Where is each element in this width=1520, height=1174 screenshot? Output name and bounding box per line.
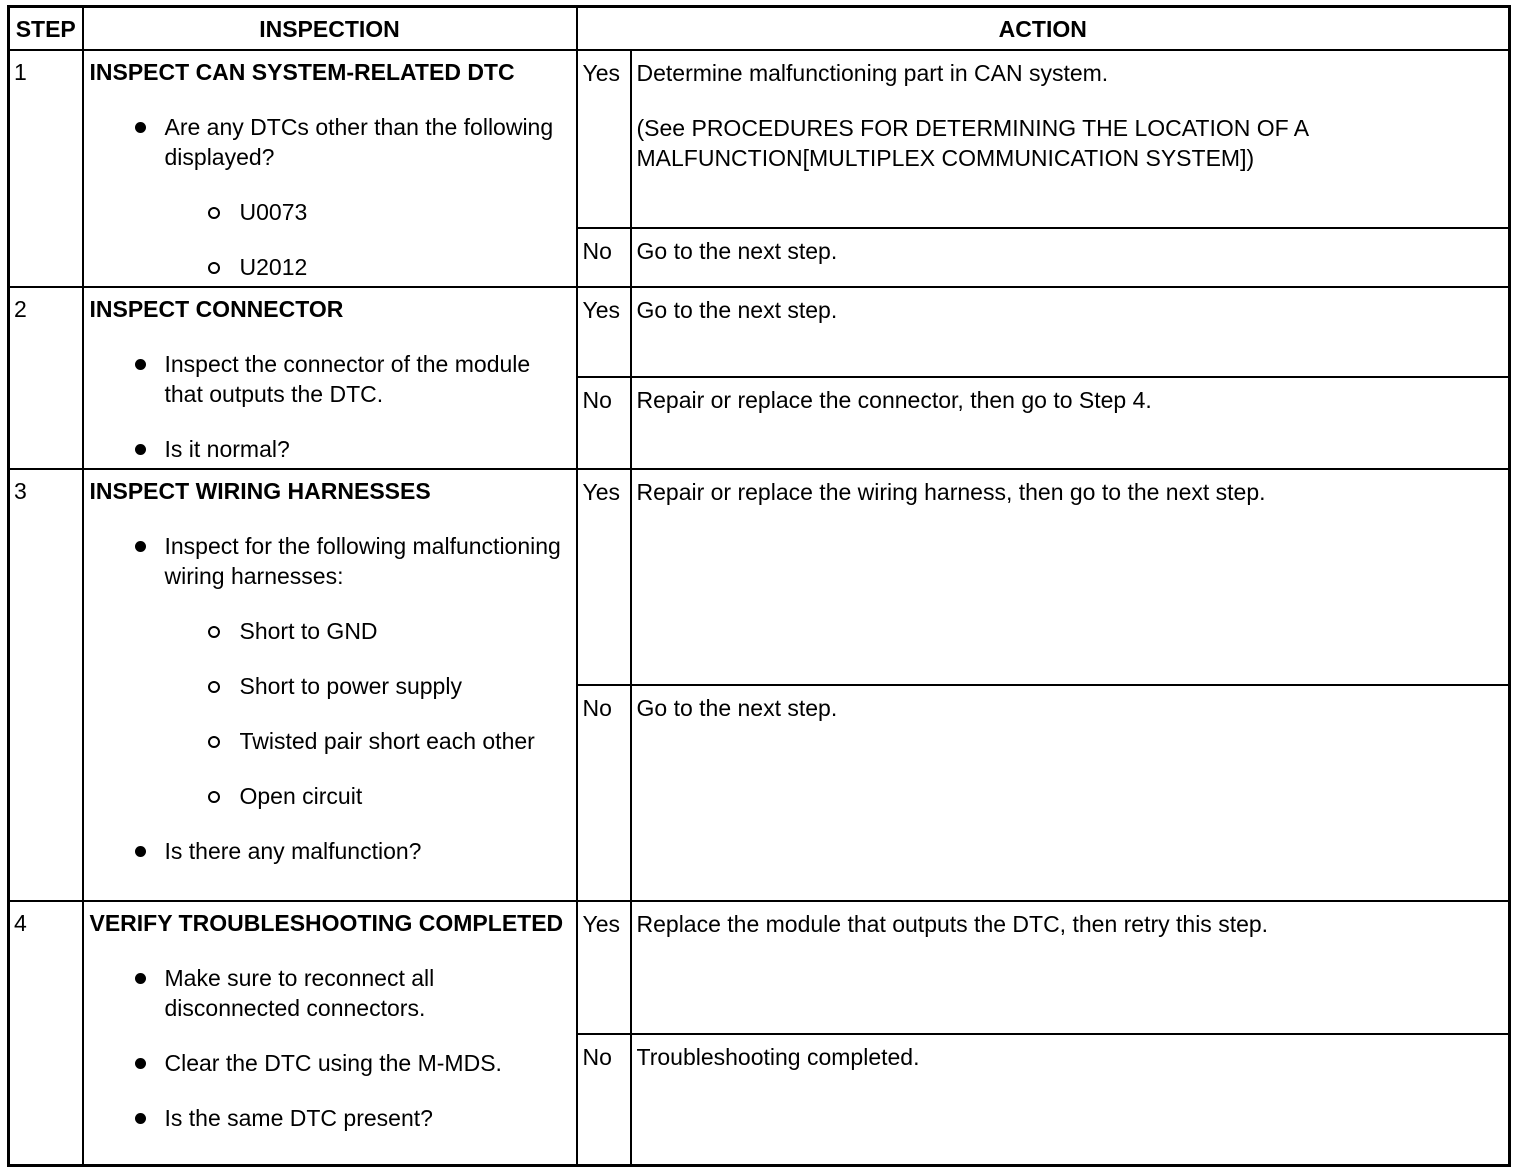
- inspection-title: VERIFY TROUBLESHOOTING COMPLETED: [89, 910, 564, 936]
- bullet-text: Is it normal?: [164, 436, 290, 462]
- no-action: Go to the next step.: [631, 228, 1510, 287]
- bullet-text: Make sure to reconnect all disconnected connectors.: [164, 965, 435, 1021]
- bullet-text: Inspect for the following malfunctioning wiring harnesses:: [164, 533, 561, 589]
- sub-item: [90, 781, 570, 811]
- yes-label: Yes: [577, 50, 631, 228]
- circle-bullet-icon: [208, 207, 220, 219]
- circle-bullet-icon: [208, 681, 220, 693]
- step-4-yes-row: [9, 901, 1510, 1034]
- sub-item: [90, 726, 570, 756]
- no-label: No: [577, 685, 631, 901]
- bullet-item: [90, 963, 570, 1023]
- sub-text: U0073: [239, 199, 308, 225]
- step-3-yes-row: [9, 469, 1510, 685]
- header-inspection: INSPECTION: [83, 7, 577, 51]
- header-action: ACTION: [577, 7, 1510, 51]
- sub-text: Short to power supply: [239, 673, 462, 699]
- bullet-item: [90, 531, 570, 591]
- yes-label: Yes: [577, 901, 631, 1034]
- procedure-table: [7, 5, 1511, 1167]
- step-2-yes-row: [9, 287, 1510, 377]
- step-number: 4: [9, 901, 83, 1165]
- yes-action: Repair or replace the wiring harness, then go to the next step.: [631, 469, 1510, 685]
- inspection-title: INSPECT CAN SYSTEM-RELATED DTC: [89, 59, 515, 85]
- bullet-item: [90, 1103, 570, 1133]
- step-number: 1: [9, 50, 83, 287]
- bullet-icon: [135, 846, 146, 857]
- inspection-title: INSPECT WIRING HARNESSES: [89, 478, 431, 504]
- yes-label: Yes: [577, 469, 631, 685]
- sub-item: [90, 197, 570, 227]
- no-label: No: [577, 1034, 631, 1165]
- sub-item: [90, 616, 570, 646]
- bullet-text: Are any DTCs other than the following displayed?: [164, 114, 554, 170]
- circle-bullet-icon: [208, 626, 220, 638]
- bullet-text: Clear the DTC using the M-MDS.: [164, 1050, 502, 1076]
- sub-item: [90, 252, 570, 282]
- sub-text: Twisted pair short each other: [239, 728, 535, 754]
- action-text: (See PROCEDURES FOR DETERMINING THE LOCATION OF A MALFUNCTION[MULTIPLEX COMMUNICATION SYSTEM]): [636, 115, 1308, 171]
- bullet-icon: [135, 973, 146, 984]
- sub-text: Short to GND: [239, 618, 378, 644]
- circle-bullet-icon: [208, 791, 220, 803]
- bullet-text: Is the same DTC present?: [164, 1105, 433, 1131]
- bullet-icon: [135, 444, 146, 455]
- inspection-cell: [83, 287, 577, 469]
- bullet-icon: [135, 122, 146, 133]
- bullet-icon: [135, 541, 146, 552]
- bullet-item: [90, 112, 570, 172]
- no-label: No: [577, 228, 631, 287]
- bullet-item: [90, 349, 570, 409]
- yes-action: Replace the module that outputs the DTC, then retry this step.: [631, 901, 1510, 1034]
- header-step: STEP: [9, 7, 83, 51]
- inspection-cell: [83, 469, 577, 901]
- step-1-yes-row: [9, 50, 1510, 228]
- action-text: Determine malfunctioning part in CAN system.: [636, 60, 1109, 86]
- yes-action: Go to the next step.: [631, 287, 1510, 377]
- step-number: 2: [9, 287, 83, 469]
- bullet-icon: [135, 1058, 146, 1069]
- sub-item: [90, 671, 570, 701]
- bullet-text: Inspect the connector of the module that outputs the DTC.: [164, 351, 531, 407]
- yes-label: Yes: [577, 287, 631, 377]
- step-number: 3: [9, 469, 83, 901]
- yes-action: [631, 50, 1510, 228]
- bullet-item: [90, 1048, 570, 1078]
- bullet-icon: [135, 1113, 146, 1124]
- no-label: No: [577, 377, 631, 469]
- header-row: [9, 7, 1510, 51]
- inspection-cell: [83, 901, 577, 1165]
- sub-text: Open circuit: [239, 783, 363, 809]
- circle-bullet-icon: [208, 736, 220, 748]
- no-action: Repair or replace the connector, then go to Step 4.: [631, 377, 1510, 469]
- sub-text: U2012: [239, 254, 308, 280]
- no-action: Troubleshooting completed.: [631, 1034, 1510, 1165]
- bullet-item: [90, 434, 570, 464]
- bullet-item: [90, 836, 570, 866]
- inspection-cell: [83, 50, 577, 287]
- inspection-title: INSPECT CONNECTOR: [89, 296, 344, 322]
- bullet-text: Is there any malfunction?: [164, 838, 422, 864]
- circle-bullet-icon: [208, 262, 220, 274]
- bullet-icon: [135, 359, 146, 370]
- no-action: Go to the next step.: [631, 685, 1510, 901]
